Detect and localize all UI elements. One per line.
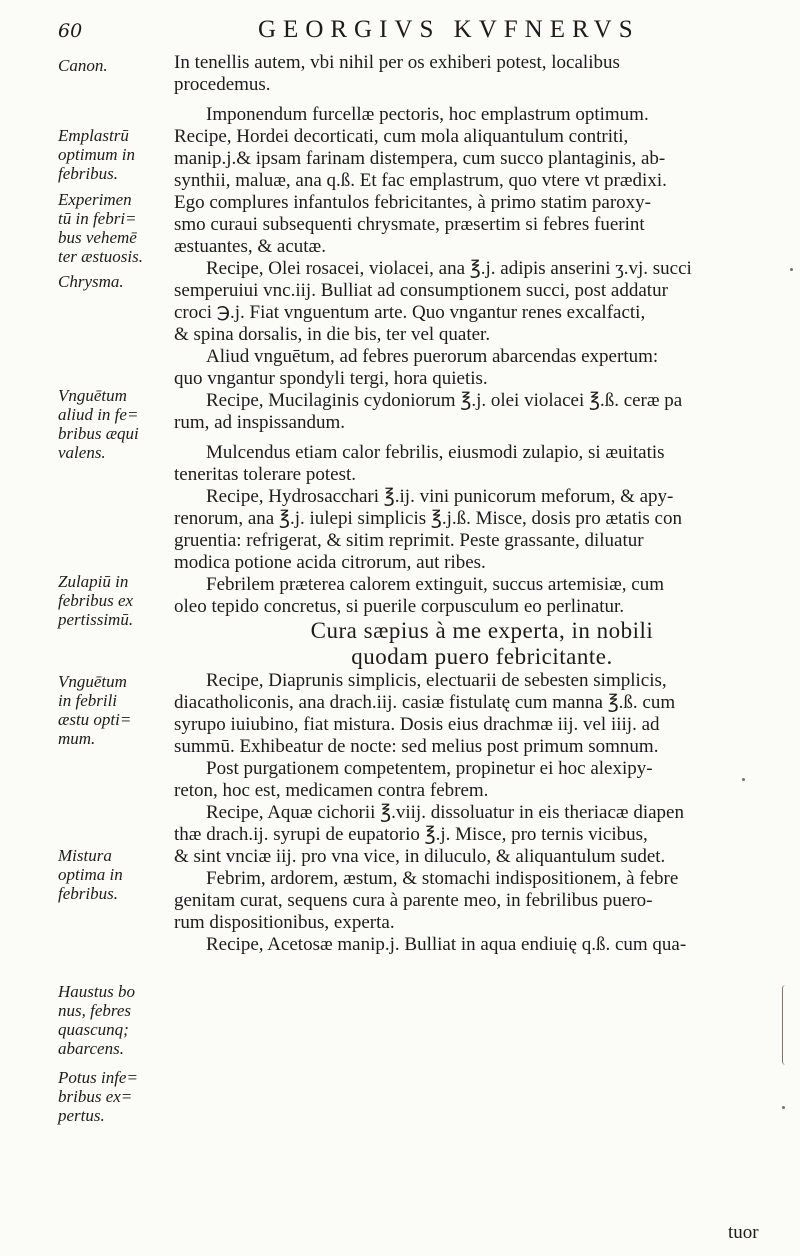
margin-note-line: valens. xyxy=(58,443,106,462)
text-line: modica potione acida citrorum, aut ribes. xyxy=(174,552,486,573)
margin-note-line: Vnguētum xyxy=(58,672,127,691)
text-line: Post purgationem competentem, propinetur ei hoc alexipy- xyxy=(206,758,653,779)
text-line: oleo tepido concretus, si puerile corpusculum eo perlinatur. xyxy=(174,596,625,617)
paragraph-artemisia xyxy=(174,574,790,618)
margin-note-line: Potus infe= xyxy=(58,1068,138,1087)
margin-note-line: pertus. xyxy=(58,1106,105,1125)
paragraph-mucilago-recipe xyxy=(174,390,790,434)
text-line: gruentia: refrigerat, & sitim reprimit. Peste grassante, diluatur xyxy=(174,530,644,551)
margin-note-line: febribus. xyxy=(58,164,118,183)
text-line: syrupo iuiubino, fiat mistura. Dosis eius drachmæ iij. vel iiij. ad xyxy=(174,714,660,735)
margin-note-emplastrum xyxy=(58,126,174,183)
margin-note-potus xyxy=(58,1068,174,1125)
text-line: manip.j.& ipsam farinam distempera, cum succo plantaginis, ab- xyxy=(174,148,666,169)
page-header xyxy=(0,10,800,50)
paragraph-zulapium-recipe xyxy=(174,486,790,574)
text-line: In tenellis autem, vbi nihil per os exhiberi potest, localibus xyxy=(174,52,620,73)
running-title: GEORGIVS KVFNERVS xyxy=(258,16,640,43)
margin-note-line: abarcens. xyxy=(58,1039,124,1058)
margin-note-vnguentum-aliud xyxy=(58,386,174,462)
margin-note-line: febribus ex xyxy=(58,591,134,610)
margin-note-line: bribus æqui xyxy=(58,424,139,443)
margin-note-canon xyxy=(58,56,174,75)
ink-speck xyxy=(782,1106,785,1109)
text-line: Recipe, Hydrosacchari ℥.ij. vini punicorum meforum, & apy- xyxy=(206,486,674,507)
text-line: & sint vnciæ iij. pro vna vice, in diluculo, & aliquantulum sudet. xyxy=(174,846,666,867)
text-line: Febrim, ardorem, æstum, & stomachi indispositionem, à febre xyxy=(206,868,679,889)
margin-note-line: Mistura xyxy=(58,846,112,865)
text-line: æstuantes, & acutæ. xyxy=(174,236,326,257)
text-line: Recipe, Diaprunis simplicis, electuarii de sebesten simplicis, xyxy=(206,670,667,691)
text-line: smo curaui subsequenti chrysmate, præsertim si febres fuerint xyxy=(174,214,645,235)
margin-note-chrysma xyxy=(58,272,174,291)
margin-note-line: tū in febri= xyxy=(58,209,137,228)
margin-note-line: nus, febres xyxy=(58,1001,132,1020)
margin-note-line: Zulapiū in xyxy=(58,572,129,591)
text-line: rum, ad inspissandum. xyxy=(174,412,345,433)
text-line: croci ℈.j. Fiat vnguentum arte. Quo vngantur renes excalfacti, xyxy=(174,302,646,323)
text-line: quo vngantur spondyli tergi, hora quietis. xyxy=(174,368,488,389)
margin-note-line: Vnguētum xyxy=(58,386,127,405)
margin-note-line: pertissimū. xyxy=(58,610,134,629)
margin-note-line: bribus ex= xyxy=(58,1087,133,1106)
text-line: rum dispositionibus, experta. xyxy=(174,912,395,933)
margin-note-line: Canon. xyxy=(58,56,108,75)
paragraph-mulcendus xyxy=(174,442,790,486)
text-line: Imponendum furcellæ pectoris, hoc emplastrum optimum. xyxy=(206,104,649,125)
margin-note-line: quascunq; xyxy=(58,1020,129,1039)
paragraph-emplastrum xyxy=(174,104,790,258)
text-line: renorum, ana ℥.j. iulepi simplicis ℥.j.ß. Misce, dosis pro ætatis con xyxy=(174,508,682,529)
text-line: Mulcendus etiam calor febrilis, eiusmodi zulapio, si æuitatis xyxy=(206,442,665,463)
text-line: teneritas tolerare potest. xyxy=(174,464,357,485)
main-text-column xyxy=(174,52,790,956)
paragraph-chrysma-recipe xyxy=(174,258,790,346)
heading-line: Cura sæpius à me experta, in nobili xyxy=(310,618,654,643)
margin-note-line: aliud in fe= xyxy=(58,405,139,424)
margin-note-expertum xyxy=(58,190,174,266)
margin-note-haustus xyxy=(58,982,174,1058)
text-line: reton, hoc est, medicamen contra febrem. xyxy=(174,780,489,801)
text-line: procedemus. xyxy=(174,74,271,95)
catchword: tuor xyxy=(728,1222,759,1243)
ink-speck xyxy=(790,268,793,271)
margin-note-line: æstu opti= xyxy=(58,710,132,729)
margin-note-line: bus vehemē xyxy=(58,228,137,247)
text-line: genitam curat, sequens cura à parente meo, in febrilibus puero- xyxy=(174,890,653,911)
margin-note-line: optima in xyxy=(58,865,123,884)
text-line: Recipe, Olei rosacei, violacei, ana ℥.j. adipis anserini ʒ.vj. succi xyxy=(206,258,692,279)
text-line: Recipe, Aquæ cichorii ℥.viij. dissoluatur in eis theriacæ diapen xyxy=(206,802,684,823)
margin-note-line: ter æstuosis. xyxy=(58,247,144,266)
margin-note-line: in febrili xyxy=(58,691,118,710)
margin-note-line: optimum in xyxy=(58,145,135,164)
margin-note-line: Experimen xyxy=(58,190,132,209)
margin-note-mistura xyxy=(58,846,174,903)
text-line: Febrilem præterea calorem extinguit, succus artemisiæ, cum xyxy=(206,574,664,595)
margin-note-line: mum. xyxy=(58,729,96,748)
margin-note-line: Haustus bo xyxy=(58,982,135,1001)
text-line: & spina dorsalis, in die bis, ter vel quater. xyxy=(174,324,491,345)
heading-line: quodam puero febricitante. xyxy=(351,644,613,669)
margin-note-line: Chrysma. xyxy=(58,272,124,291)
text-line: Recipe, Mucilaginis cydoniorum ℥.j. olei violacei ℥.ß. ceræ pa xyxy=(206,390,683,411)
text-line: Recipe, Hordei decorticati, cum mola aliquantulum contriti, xyxy=(174,126,629,147)
text-line: Recipe, Acetosæ manip.j. Bulliat in aqua endiuię q.ß. cum qua- xyxy=(206,934,687,955)
margin-note-line: febribus. xyxy=(58,884,118,903)
margin-note-zulapium xyxy=(58,572,174,629)
section-heading xyxy=(174,618,790,670)
paragraph-cichorium-recipe xyxy=(174,802,790,934)
text-line: summū. Exhibeatur de nocte: sed melius post primum somnum. xyxy=(174,736,659,757)
ink-speck xyxy=(742,778,745,781)
page-edge-mark xyxy=(782,985,789,1065)
text-line: diacatholiconis, ana drach.iij. casiæ fistulatę cum manna ℥.ß. cum xyxy=(174,692,676,713)
page-number: 60 xyxy=(58,20,83,42)
margin-note-line: Emplastrū xyxy=(58,126,129,145)
text-line: Ego complures infantulos febricitantes, à primo statim paroxy- xyxy=(174,192,651,213)
text-line: thæ drach.ij. syrupi de eupatorio ℥.j. Misce, pro ternis vicibus, xyxy=(174,824,648,845)
text-line: semperuiui vnc.iij. Bulliat ad consumptionem succi, post addatur xyxy=(174,280,668,301)
paragraph-canon xyxy=(174,52,790,96)
text-line: synthii, maluæ, ana q.ß. Et fac emplastrum, quo vtere vt prædixi. xyxy=(174,170,667,191)
margin-note-vnguentum-febrili xyxy=(58,672,174,748)
paragraph-diaprunis-recipe xyxy=(174,670,790,802)
paragraph-acetosa-recipe xyxy=(174,934,790,956)
text-line: Aliud vnguētum, ad febres puerorum abarcendas expertum: xyxy=(206,346,659,367)
paragraph-vnguentum-aliud xyxy=(174,346,790,390)
